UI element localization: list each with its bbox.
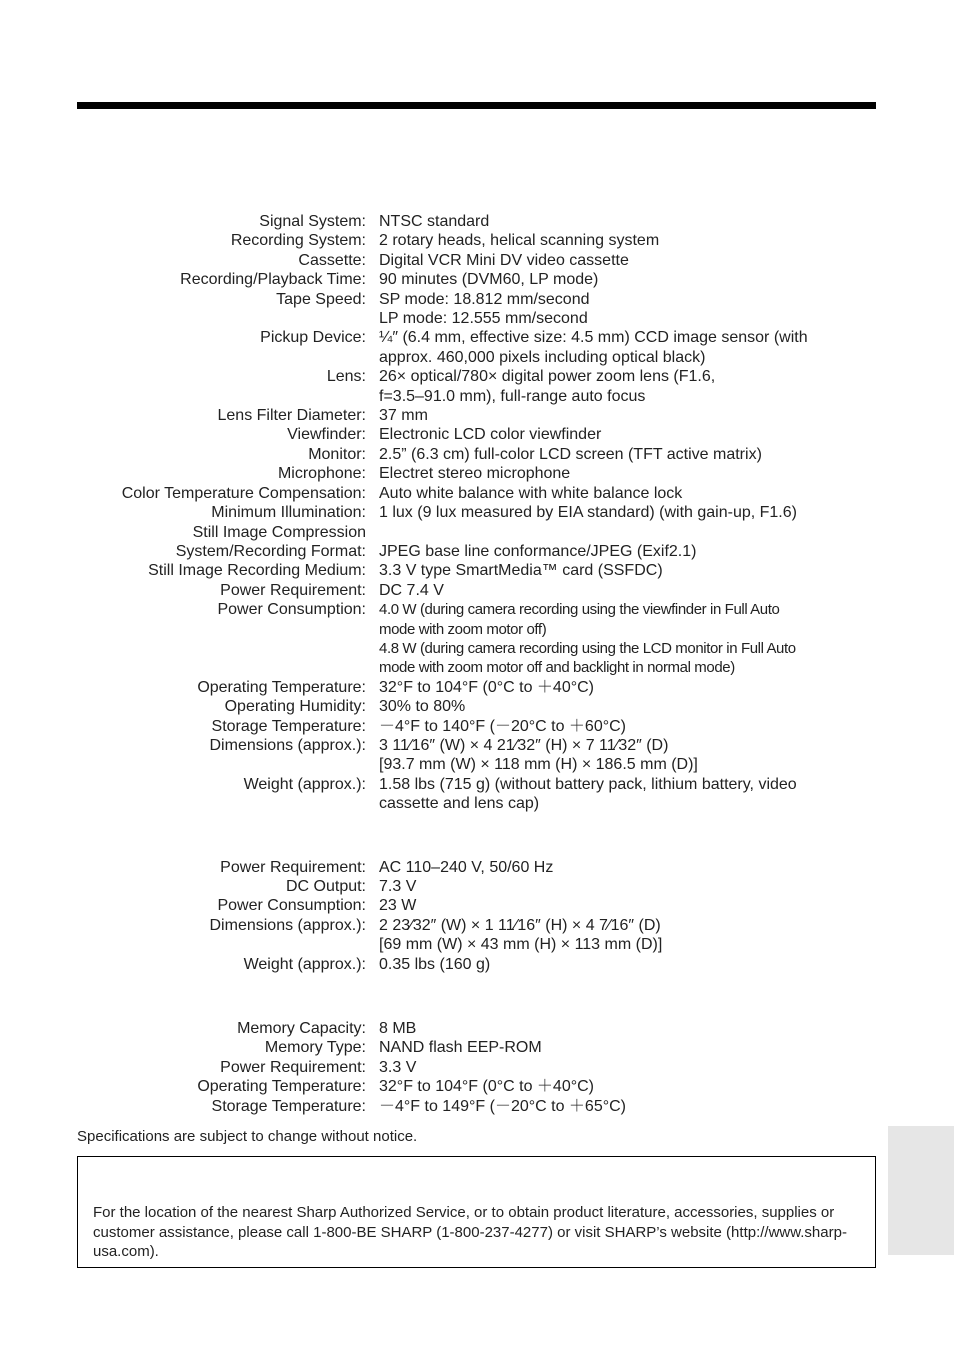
spec-value-line: JPEG base line conformance/JPEG (Exif2.1) bbox=[379, 542, 697, 560]
spec-value-line: DC 7.4 V bbox=[379, 581, 444, 599]
spec-value bbox=[379, 445, 859, 464]
spec-value-line: 3.3 V type SmartMedia™ card (SSFDC) bbox=[379, 562, 663, 580]
spec-value-line: Electret stereo microphone bbox=[379, 465, 571, 483]
spec-label: Recording System: bbox=[230, 232, 366, 250]
spec-row bbox=[0, 425, 954, 444]
spec-row bbox=[0, 328, 954, 367]
spec-label: Monitor: bbox=[308, 445, 366, 463]
spec-value-line: 1.58 lbs (715 g) (without battery pack, lithium battery, video bbox=[379, 775, 797, 793]
spec-label: Recording/Playback Time: bbox=[180, 271, 366, 289]
spec-row bbox=[0, 600, 954, 678]
spec-row bbox=[0, 736, 954, 775]
spec-label: Storage Temperature: bbox=[211, 717, 366, 735]
spec-label: Dimensions (approx.): bbox=[209, 736, 366, 754]
spec-value bbox=[379, 464, 859, 483]
spec-value-line: mode with zoom motor off and backlight in normal mode) bbox=[379, 659, 735, 677]
spec-row bbox=[0, 561, 954, 580]
spec-value-line: 4.8 W (during camera recording using the LCD monitor in Full Auto bbox=[379, 639, 796, 657]
spec-label: Weight (approx.): bbox=[243, 955, 366, 973]
spec-value bbox=[379, 717, 859, 736]
spec-value bbox=[379, 542, 859, 561]
spec-row bbox=[0, 290, 954, 329]
spec-value bbox=[379, 916, 859, 955]
spec-label: Viewfinder: bbox=[287, 426, 366, 444]
spec-value bbox=[379, 406, 859, 425]
spec-value-line: 3.3 V bbox=[379, 1058, 417, 1076]
spec-row bbox=[0, 231, 954, 250]
spec-row bbox=[0, 717, 954, 736]
spec-row bbox=[0, 697, 954, 716]
spec-label: Minimum Illumination: bbox=[211, 504, 366, 522]
camcorder-specs bbox=[0, 212, 954, 814]
spec-label: Lens: bbox=[326, 368, 366, 386]
spec-label: System/Recording Format: bbox=[175, 542, 366, 560]
spec-row bbox=[0, 1077, 954, 1096]
spec-label: Operating Temperature: bbox=[197, 1078, 366, 1096]
spec-value-line: 8 MB bbox=[379, 1020, 417, 1038]
spec-row bbox=[0, 523, 954, 542]
spec-row bbox=[0, 896, 954, 915]
spec-value-line: mode with zoom motor off) bbox=[379, 620, 547, 638]
spec-label: Power Requirement: bbox=[220, 1058, 366, 1076]
spec-value bbox=[379, 328, 859, 367]
spec-value-line: 23 W bbox=[379, 897, 417, 915]
spec-row bbox=[0, 503, 954, 522]
spec-value-line: 32°F to 104°F (0°C to ＋40°C) bbox=[379, 678, 595, 696]
spec-label: Microphone: bbox=[277, 465, 366, 483]
spec-label: Weight (approx.): bbox=[243, 775, 366, 793]
spec-row bbox=[0, 1058, 954, 1077]
spec-value-line: NAND flash EEP-ROM bbox=[379, 1039, 542, 1057]
spec-value bbox=[379, 858, 859, 877]
spec-row bbox=[0, 1038, 954, 1057]
ac-adapter-specs bbox=[0, 858, 954, 974]
spec-label: DC Output: bbox=[285, 878, 366, 895]
spec-value-line: [93.7 mm (W) × 118 mm (H) × 186.5 mm (D)] bbox=[379, 756, 698, 774]
spec-value-line: approx. 460,000 pixels including optical black) bbox=[379, 348, 706, 366]
spec-value bbox=[379, 212, 859, 231]
section-tab bbox=[888, 1126, 954, 1255]
spec-value bbox=[379, 600, 859, 678]
spec-row bbox=[0, 775, 954, 814]
spec-value bbox=[379, 425, 859, 444]
spec-row bbox=[0, 858, 954, 877]
spec-value-line: 30% to 80% bbox=[379, 698, 466, 716]
spec-value-line: 2 23⁄32″ (W) × 1 11⁄16″ (H) × 4 7⁄16″ (D) bbox=[379, 916, 661, 934]
spec-row bbox=[0, 251, 954, 270]
specifications bbox=[0, 212, 954, 1116]
spec-value bbox=[379, 290, 859, 329]
spec-value bbox=[379, 736, 859, 775]
spec-value bbox=[379, 1077, 859, 1096]
spec-value-line: －4°F to 149°F (－20°C to ＋65°C) bbox=[379, 1097, 627, 1115]
spec-value-line: Digital VCR Mini DV video cassette bbox=[379, 251, 629, 269]
spec-row bbox=[0, 484, 954, 503]
spec-label: Lens Filter Diameter: bbox=[217, 407, 366, 425]
spec-value-line: cassette and lens cap) bbox=[379, 795, 540, 813]
spec-value bbox=[379, 1097, 859, 1116]
spec-row bbox=[0, 464, 954, 483]
spec-label: Power Consumption: bbox=[217, 601, 366, 619]
spec-label: Pickup Device: bbox=[260, 329, 366, 347]
spec-row bbox=[0, 445, 954, 464]
spec-value-line: LP mode: 12.555 mm/second bbox=[379, 310, 588, 328]
spec-row bbox=[0, 1019, 954, 1038]
spec-value bbox=[379, 484, 859, 503]
spec-value-line: 3 11⁄16″ (W) × 4 21⁄32″ (H) × 7 11⁄32″ (D) bbox=[379, 736, 669, 754]
spec-value bbox=[379, 503, 859, 522]
spec-row bbox=[0, 367, 954, 406]
spec-value-line: 1 lux (9 lux measured by EIA standard) (with gain-up, F1.6) bbox=[379, 504, 797, 522]
spec-label: Signal System: bbox=[259, 213, 366, 230]
spec-value bbox=[379, 678, 859, 697]
spec-value bbox=[379, 581, 859, 600]
spec-label: Still Image Compression bbox=[192, 523, 366, 541]
spec-value bbox=[379, 231, 859, 250]
service-info-box bbox=[77, 1156, 876, 1268]
spec-row bbox=[0, 581, 954, 600]
spec-value-line: ¼″ (6.4 mm, effective size: 4.5 mm) CCD image sensor (with bbox=[379, 329, 808, 347]
spec-label: Operating Humidity: bbox=[224, 698, 366, 716]
spec-value-line: [69 mm (W) × 43 mm (H) × 113 mm (D)] bbox=[379, 936, 663, 954]
spec-value bbox=[379, 1038, 859, 1057]
spec-value-line: 2.5” (6.3 cm) full-color LCD screen (TFT active matrix) bbox=[379, 445, 762, 463]
spec-value-line: f=3.5–91.0 mm), full-range auto focus bbox=[379, 387, 646, 405]
spec-value-line: NTSC standard bbox=[379, 213, 490, 230]
spec-value-line: 7.3 V bbox=[379, 878, 417, 895]
spec-label: Storage Temperature: bbox=[211, 1097, 366, 1115]
spec-label: Dimensions (approx.): bbox=[209, 916, 366, 934]
spec-value-line: 4.0 W (during camera recording using the viewfinder in Full Auto bbox=[379, 601, 780, 619]
smartmedia-card-specs bbox=[0, 1019, 954, 1116]
spec-row bbox=[0, 212, 954, 231]
spec-value bbox=[379, 896, 859, 915]
spec-label: Operating Temperature: bbox=[197, 678, 366, 696]
spec-value-line: 2 rotary heads, helical scanning system bbox=[379, 232, 660, 250]
spec-row bbox=[0, 270, 954, 289]
spec-value-line: SP mode: 18.812 mm/second bbox=[379, 290, 590, 308]
spec-label: Memory Type: bbox=[264, 1039, 366, 1057]
spec-row bbox=[0, 1097, 954, 1116]
spec-value bbox=[379, 1058, 859, 1077]
spec-value-line: 26× optical/780× digital power zoom lens (F1.6, bbox=[379, 368, 716, 386]
spec-label: Still Image Recording Medium: bbox=[148, 562, 366, 580]
spec-row bbox=[0, 877, 954, 896]
header-rule bbox=[77, 102, 876, 109]
spec-label: Power Requirement: bbox=[220, 581, 366, 599]
spec-value-line: 90 minutes (DVM60, LP mode) bbox=[379, 271, 599, 289]
spec-label: Power Requirement: bbox=[220, 858, 366, 876]
spec-value bbox=[379, 523, 859, 542]
spec-value-line: 37 mm bbox=[379, 407, 428, 425]
spec-value bbox=[379, 270, 859, 289]
service-info-text: For the location of the nearest Sharp Authorized Service, or to obtain product literature, accessories, supplies or customer assistance, please call 1-800-BE SHARP (1-800-237-4277) or visit SHARP’s website (http://www.sharp-usa.com). bbox=[93, 1204, 847, 1260]
spec-row bbox=[0, 542, 954, 561]
spec-value-line: Auto white balance with white balance lock bbox=[379, 484, 683, 502]
spec-value bbox=[379, 1019, 859, 1038]
spec-label: Cassette: bbox=[298, 251, 366, 269]
spec-value bbox=[379, 561, 859, 580]
spec-row bbox=[0, 406, 954, 425]
spec-value-line: －4°F to 140°F (－20°C to ＋60°C) bbox=[379, 717, 627, 735]
spec-value bbox=[379, 955, 859, 974]
spec-row bbox=[0, 916, 954, 955]
spec-value bbox=[379, 367, 859, 406]
spec-label: Power Consumption: bbox=[217, 897, 366, 915]
spec-label: Tape Speed: bbox=[276, 290, 366, 308]
spec-value bbox=[379, 877, 859, 896]
spec-value bbox=[379, 251, 859, 270]
spec-value-line: 0.35 lbs (160 g) bbox=[379, 955, 491, 973]
spec-label: Memory Capacity: bbox=[237, 1020, 366, 1038]
spec-value-line bbox=[379, 523, 859, 542]
spec-label: Color Temperature Compensation: bbox=[121, 484, 366, 502]
spec-value-line: 32°F to 104°F (0°C to ＋40°C) bbox=[379, 1078, 595, 1096]
spec-value bbox=[379, 697, 859, 716]
change-notice: Specifications are subject to change without notice. bbox=[77, 1128, 418, 1145]
spec-row bbox=[0, 678, 954, 697]
spec-value-line: AC 110–240 V, 50/60 Hz bbox=[379, 858, 554, 876]
spec-row bbox=[0, 955, 954, 974]
spec-value-line: Electronic LCD color viewfinder bbox=[379, 426, 602, 444]
spec-value bbox=[379, 775, 859, 814]
